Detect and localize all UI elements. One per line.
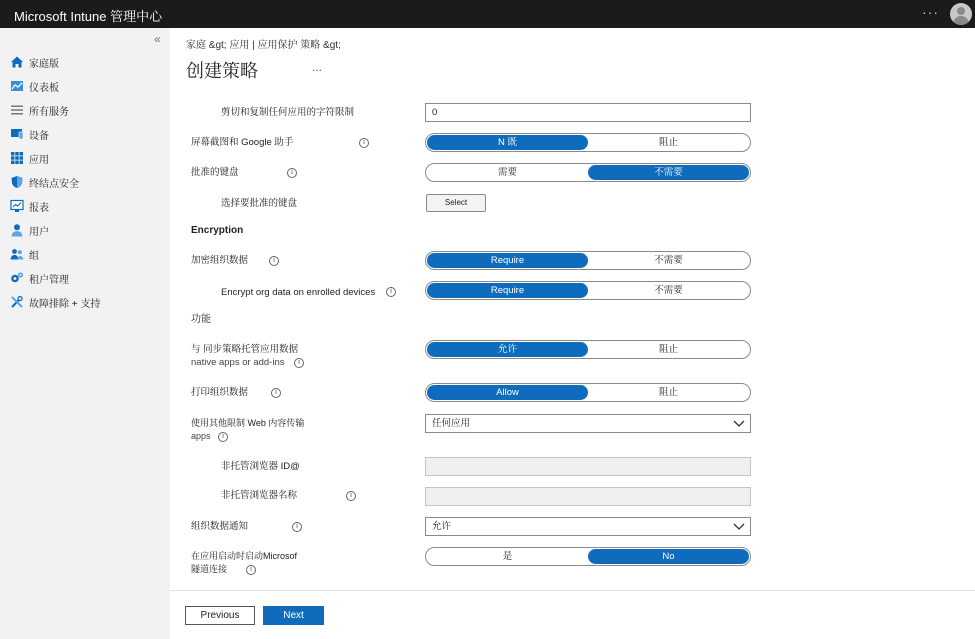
sidebar-item-troubleshooting[interactable]	[10, 293, 100, 311]
unmanaged-browser-id-input[interactable]	[425, 457, 751, 476]
sidebar-item-label: 故障排除 + 支持	[29, 298, 101, 310]
sidebar-item-label: 设备	[29, 130, 49, 142]
screen-capture-label: 屏幕截图和 Google 助手	[191, 137, 294, 148]
sidebar-item-users[interactable]	[10, 221, 49, 239]
home-icon	[10, 55, 24, 69]
chevron-down-icon	[733, 418, 745, 428]
sidebar-item-endpoint-security[interactable]	[10, 173, 79, 191]
next-button[interactable]: Next	[263, 606, 324, 625]
dashboard-icon	[10, 79, 24, 93]
sidebar-item-label: 组	[29, 250, 39, 262]
info-icon[interactable]: i	[386, 287, 396, 297]
encrypt-org-data-label: 加密组织数据	[191, 255, 249, 266]
info-icon[interactable]: i	[359, 138, 369, 148]
screen-capture-block-option[interactable]: 阻止	[658, 137, 678, 148]
info-icon[interactable]: i	[271, 388, 281, 398]
sidebar	[0, 28, 170, 639]
encrypt-enrolled-label: Encrypt org data on enrolled devices	[221, 287, 376, 298]
reports-icon	[10, 199, 24, 213]
sync-native-toggle[interactable]	[425, 340, 751, 359]
group-icon	[10, 247, 24, 261]
sidebar-item-label: 仪表板	[29, 82, 59, 94]
print-org-data-label: 打印组织数据	[191, 387, 249, 398]
sidebar-item-reports[interactable]	[10, 197, 49, 215]
approved-keyboards-not-required-option[interactable]: 不需要	[588, 165, 749, 180]
tools-icon	[10, 295, 24, 309]
cut-copy-limit-label: 剪切和复制任何应用的字符限制	[221, 107, 355, 118]
shield-icon	[10, 175, 24, 189]
start-tunnel-toggle[interactable]	[425, 547, 751, 566]
unmanaged-browser-id-label: 非托管浏览器 ID@	[221, 461, 300, 472]
sync-native-label: 与 同步策略托管应用数据 native apps or add-ins	[191, 344, 299, 368]
more-options-icon[interactable]: ···	[922, 4, 939, 20]
start-tunnel-no-option[interactable]: No	[588, 549, 749, 564]
encryption-section-heading: Encryption	[191, 225, 244, 236]
web-content-selected-value: 任何应用	[432, 418, 471, 429]
sidebar-item-label: 报表	[29, 202, 49, 214]
sidebar-item-label: 租户管理	[29, 274, 69, 286]
cut-copy-limit-input[interactable]: 0	[425, 103, 751, 122]
app-title[interactable]: Microsoft Intune 管理中心	[14, 9, 163, 24]
sidebar-item-label: 所有服务	[29, 106, 69, 118]
approved-keyboards-require-option[interactable]: 需要	[497, 167, 517, 178]
sync-native-allow-option[interactable]: 允许	[427, 342, 588, 357]
sidebar-item-label: 终结点安全	[29, 178, 79, 190]
web-content-label: 使用其他限制 Web 内容传输 apps	[191, 418, 305, 441]
print-block-option[interactable]: 阻止	[658, 387, 678, 398]
sidebar-item-home[interactable]	[10, 53, 59, 71]
info-icon[interactable]: i	[346, 491, 356, 501]
collapse-sidebar-icon[interactable]: «	[154, 32, 161, 46]
info-icon[interactable]: i	[287, 168, 297, 178]
devices-icon	[10, 127, 24, 141]
more-options-icon[interactable]: ...	[312, 60, 323, 74]
sidebar-item-groups[interactable]	[10, 245, 39, 263]
apps-grid-icon	[10, 151, 24, 165]
sidebar-item-label: 用户	[29, 226, 49, 238]
print-allow-option[interactable]: Allow	[427, 385, 588, 400]
encrypt-org-data-toggle[interactable]	[425, 251, 751, 270]
user-icon	[10, 223, 24, 237]
page-title: 创建策略	[186, 61, 258, 81]
sidebar-item-apps[interactable]	[10, 149, 49, 167]
start-tunnel-label: 在应用启动时启动Microsof 隧道连接	[191, 551, 298, 574]
encrypt-org-not-required-option[interactable]: 不需要	[654, 255, 683, 266]
start-tunnel-yes-option[interactable]: 是	[502, 551, 513, 562]
approved-keyboards-toggle[interactable]	[425, 163, 751, 182]
info-icon[interactable]: i	[292, 522, 302, 532]
top-bar	[0, 0, 975, 28]
sidebar-item-tenant-admin[interactable]	[10, 269, 69, 287]
sync-native-block-option[interactable]: 阻止	[658, 344, 678, 355]
print-org-data-toggle[interactable]	[425, 383, 751, 402]
footer-divider	[170, 590, 975, 591]
org-notifications-selected-value: 允许	[432, 521, 452, 532]
screen-capture-allow-option[interactable]: N 既	[427, 135, 588, 150]
org-notifications-dropdown[interactable]	[425, 517, 751, 536]
sidebar-item-label: 应用	[29, 154, 49, 166]
chevron-down-icon	[733, 521, 745, 531]
breadcrumb[interactable]: 家庭 &gt; 应用 | 应用保护 策略 &gt;	[186, 40, 341, 51]
encrypt-enrolled-toggle[interactable]	[425, 281, 751, 300]
encrypt-enrolled-require-option[interactable]: Require	[427, 283, 588, 298]
screen-capture-toggle[interactable]	[425, 133, 751, 152]
avatar[interactable]	[950, 3, 972, 25]
functionality-section-heading: 功能	[191, 314, 211, 325]
org-notifications-label: 组织数据通知	[191, 521, 249, 532]
info-icon[interactable]: i	[294, 358, 304, 368]
previous-button[interactable]: Previous	[185, 606, 255, 625]
encrypt-enrolled-not-required-option[interactable]: 不需要	[654, 285, 683, 296]
unmanaged-browser-name-label: 非托管浏览器名称	[221, 490, 298, 501]
sidebar-item-label: 家庭版	[29, 58, 59, 70]
info-icon[interactable]: i	[269, 256, 279, 266]
sidebar-item-dashboard[interactable]	[10, 77, 59, 95]
select-keyboards-label: 选择要批准的键盘	[221, 198, 298, 209]
sidebar-item-all-services[interactable]	[10, 101, 69, 119]
info-icon[interactable]: i	[246, 565, 256, 575]
web-content-dropdown[interactable]	[425, 414, 751, 433]
encrypt-org-require-option[interactable]: Require	[427, 253, 588, 268]
list-icon	[10, 103, 24, 117]
tenant-admin-icon	[10, 271, 24, 285]
sidebar-item-devices[interactable]	[10, 125, 49, 143]
unmanaged-browser-name-input[interactable]	[425, 487, 751, 506]
select-keyboards-button[interactable]: Select	[426, 194, 486, 212]
info-icon[interactable]: i	[218, 432, 228, 442]
approved-keyboards-label: 批准的键盘	[191, 167, 239, 178]
